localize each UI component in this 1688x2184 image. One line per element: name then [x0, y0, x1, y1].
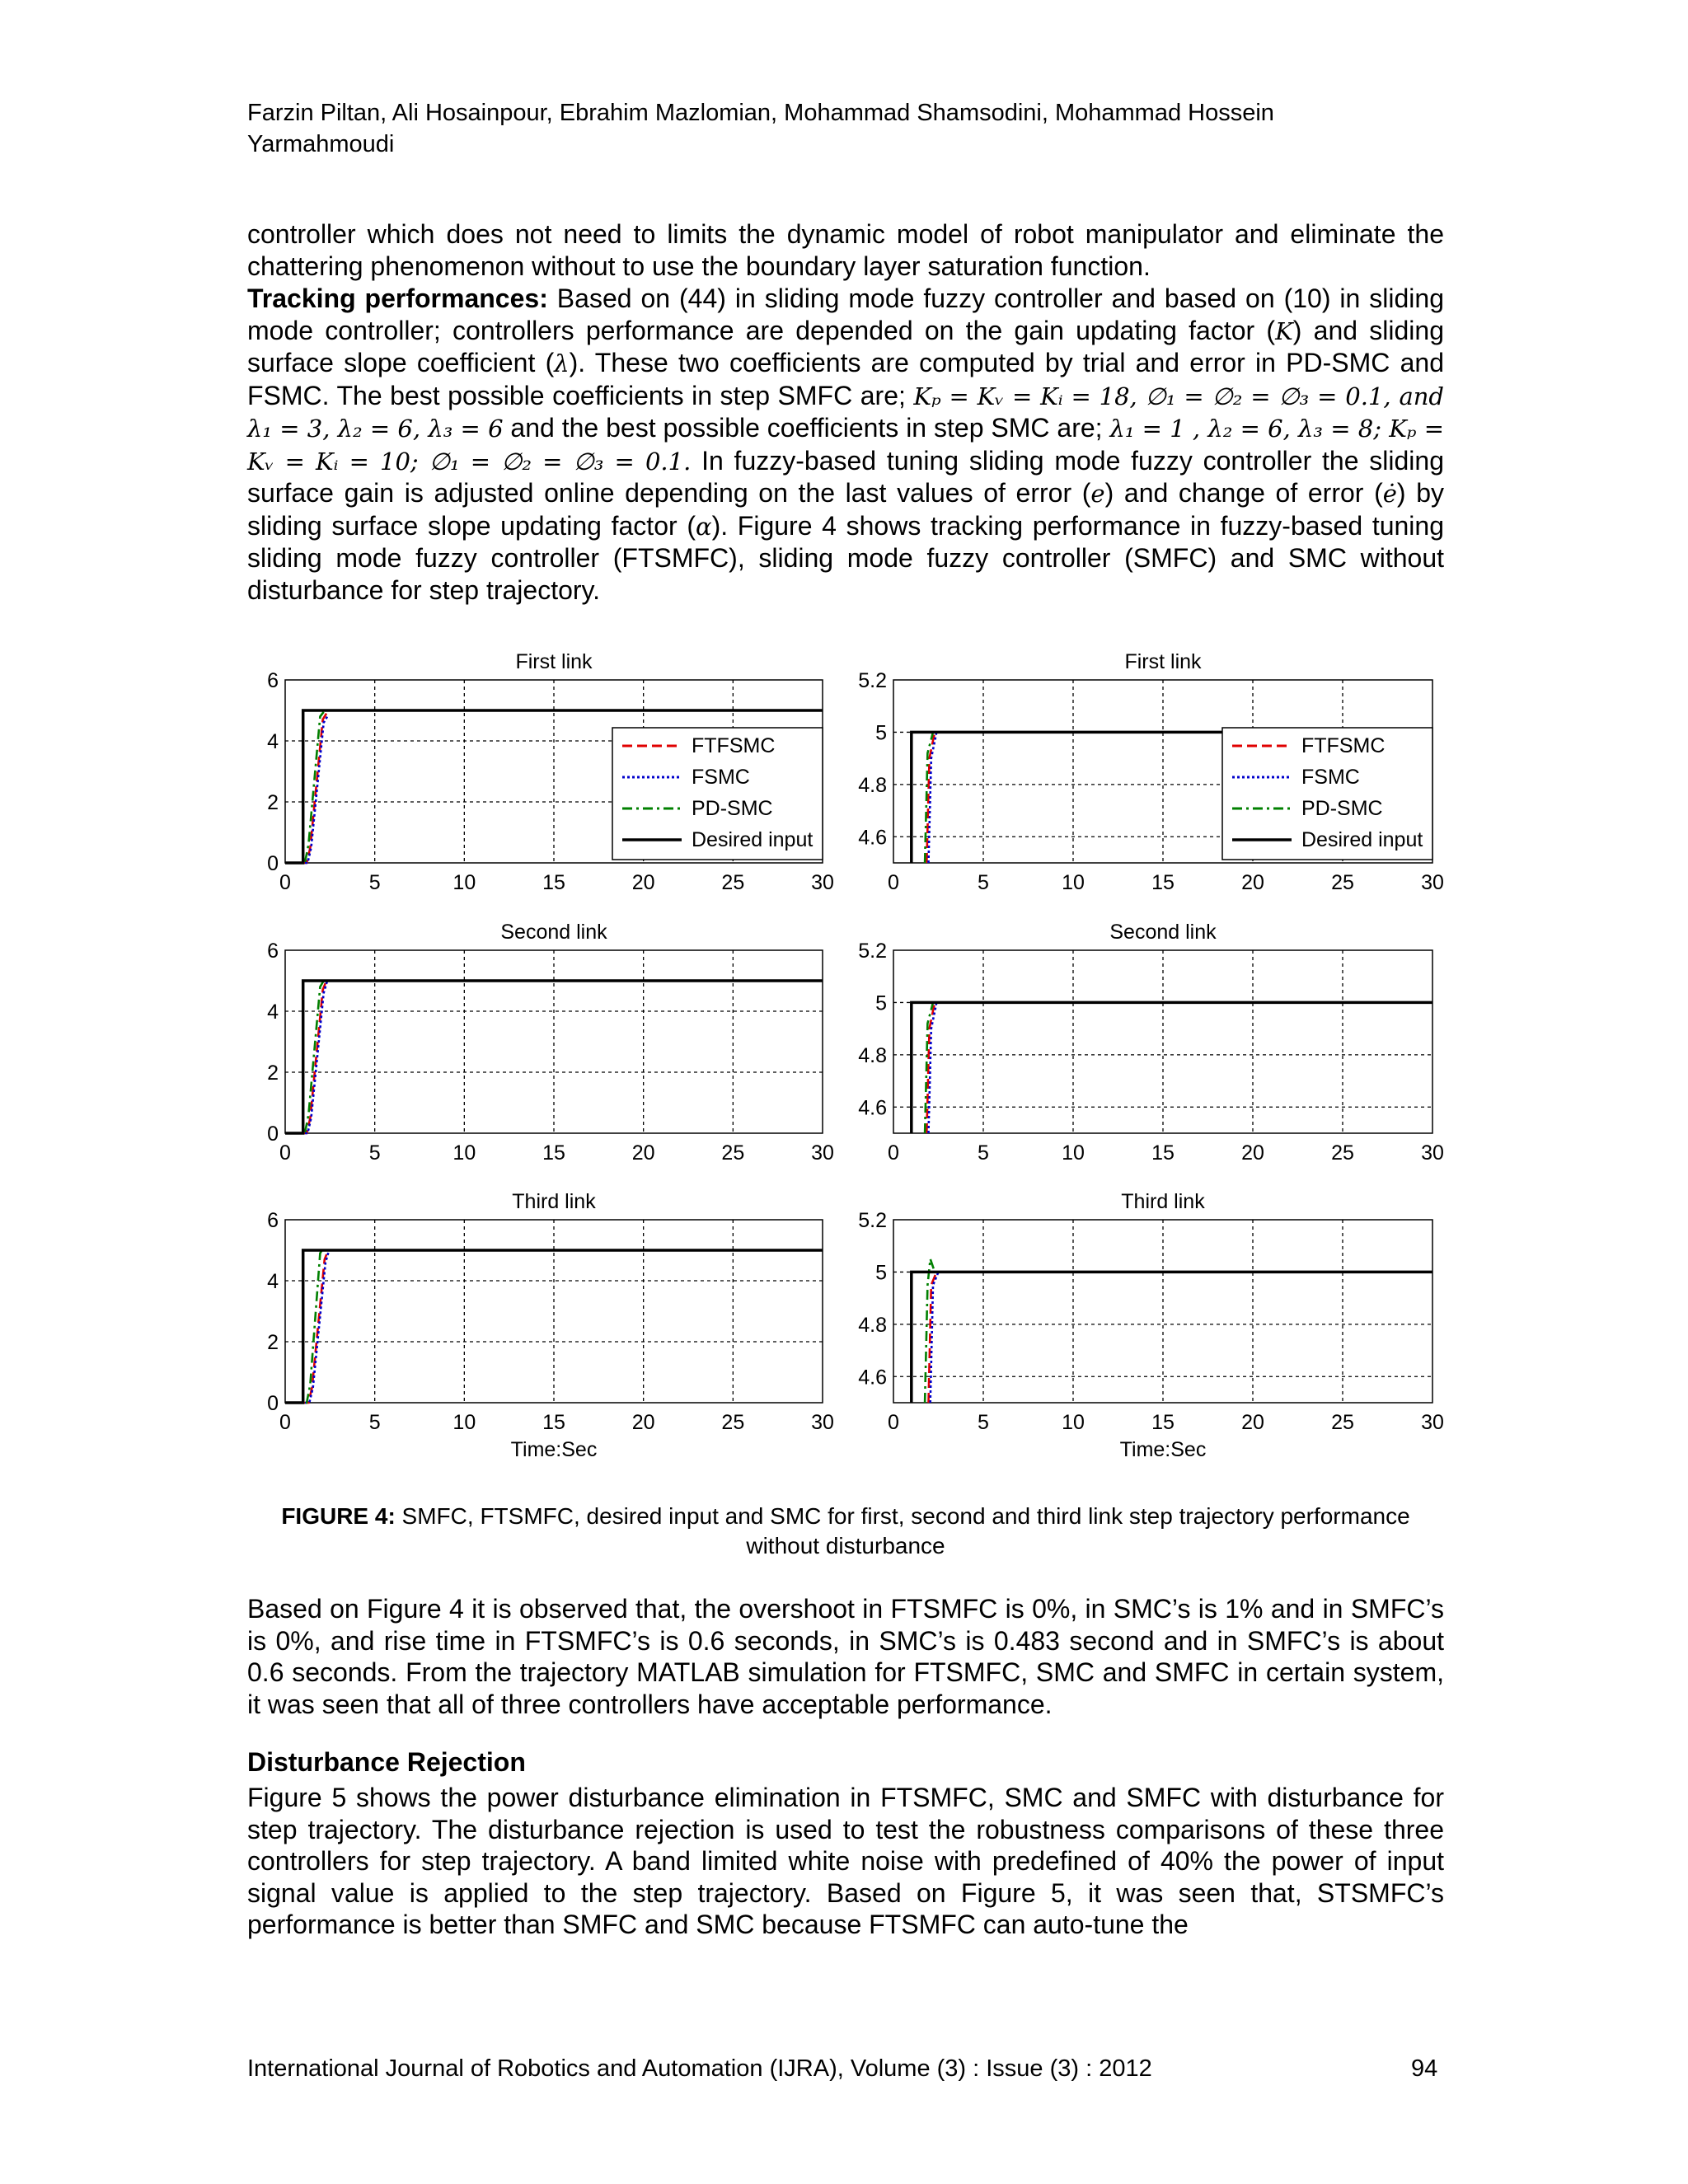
x-axis-label: Time:Sec	[510, 1438, 598, 1461]
y-tick-label: 5	[875, 991, 887, 1015]
x-tick-label: 20	[1241, 1411, 1264, 1434]
x-tick-label: 15	[542, 1411, 565, 1434]
x-tick-label: 25	[721, 871, 745, 894]
x-tick-label: 10	[452, 871, 476, 894]
tracking-text-b: ) and sliding surface slope coefficient (	[247, 315, 1445, 377]
x-tick-label: 30	[811, 1411, 834, 1434]
chart-panel-5	[267, 1190, 834, 1461]
y-tick-label: 0	[267, 1392, 279, 1415]
alpha-symbol: α	[695, 512, 712, 541]
x-tick-label: 20	[1241, 871, 1264, 894]
tracking-heading: Tracking performances:	[247, 284, 548, 313]
legend-label: FSMC	[692, 766, 750, 789]
y-tick-label: 5.2	[858, 1209, 887, 1232]
x-tick-label: 20	[631, 1141, 655, 1165]
legend-label: Desired input	[692, 828, 814, 851]
x-tick-label: 20	[1241, 1141, 1264, 1165]
chart-title: First link	[515, 650, 593, 673]
x-tick-label: 0	[888, 871, 899, 894]
x-tick-label: 5	[978, 871, 989, 894]
tracking-text-c: ). These two coefficients are computed by trial and error in PD-SMC and FSMC. The best possible coefficients in step SMFC are;	[247, 348, 1444, 410]
figure-caption	[247, 1502, 1444, 1561]
y-tick-label: 4.6	[858, 1366, 887, 1390]
x-tick-label: 0	[279, 871, 291, 894]
running-header	[247, 97, 1451, 160]
y-tick-label: 2	[267, 1331, 279, 1354]
legend-label: FTFSMC	[692, 734, 776, 757]
chart-panel-2	[858, 650, 1444, 894]
x-tick-label: 25	[1331, 871, 1354, 894]
tracking-text-g: ) by sliding surface slope updating factor (	[247, 478, 1445, 541]
legend-label: PD-SMC	[1301, 797, 1383, 820]
y-tick-label: 6	[267, 940, 279, 963]
x-tick-label: 5	[978, 1411, 989, 1434]
x-tick-label: 25	[721, 1411, 745, 1434]
y-tick-label: 0	[267, 1122, 279, 1146]
error-change-symbol: ė	[1382, 480, 1397, 508]
x-tick-label: 5	[978, 1141, 989, 1165]
error-symbol: e	[1090, 480, 1105, 508]
y-tick-label: 2	[267, 791, 279, 814]
y-tick-label: 4.6	[858, 826, 887, 850]
tracking-text-h: ). Figure 4 shows tracking performance in fuzzy-based tuning sliding mode fuzzy controller (FTSMFC), sliding mode fuzzy controller (SMFC) and SMC without disturbance for step trajectory.	[247, 510, 1445, 605]
y-tick-label: 5.2	[858, 669, 887, 692]
legend-label: FTFSMC	[1301, 734, 1386, 757]
legend	[612, 728, 823, 860]
gain-symbol: K	[1275, 316, 1293, 345]
chart-title: Second link	[1109, 921, 1217, 944]
x-tick-label: 30	[1421, 1411, 1444, 1434]
legend-label: PD-SMC	[692, 797, 773, 820]
chart-panel-3	[267, 921, 834, 1165]
caption-label: FIGURE 4:	[281, 1503, 396, 1529]
y-tick-label: 5	[875, 721, 887, 745]
chart-panel-6	[858, 1190, 1444, 1461]
y-tick-label: 5.2	[858, 940, 887, 963]
y-tick-label: 6	[267, 1209, 279, 1232]
chart-title: First link	[1124, 650, 1202, 673]
smc-coefficients: λ₁ = 1 , λ₂ = 6, λ₃ = 8; Kₚ = Kᵥ = Kᵢ = 10; ∅₁ = ∅₂ = ∅₃ = 0.1.	[247, 415, 1444, 476]
x-tick-label: 0	[888, 1141, 899, 1165]
tracking-text-a: Based on (44) in sliding mode fuzzy controller and based on (10) in sliding mode controller; controllers performance are depended on the gain updating factor (	[247, 284, 1445, 345]
y-tick-label: 0	[267, 852, 279, 875]
y-tick-label: 4.8	[858, 773, 887, 797]
x-tick-label: 15	[542, 871, 565, 894]
paragraph-tracking	[247, 283, 1444, 606]
y-tick-label: 4	[267, 730, 279, 753]
x-tick-label: 30	[811, 871, 834, 894]
y-tick-label: 4.6	[858, 1096, 887, 1120]
tracking-text-f: ) and change of error (	[1104, 478, 1383, 508]
legend-label: FSMC	[1301, 766, 1360, 789]
y-tick-label: 4.8	[858, 1043, 887, 1067]
paragraph-intro: controller which does not need to limits the dynamic model of robot manipulator and eliminate the chattering phenomenon without to use the boundary layer saturation function.	[247, 219, 1444, 281]
x-tick-label: 25	[721, 1141, 745, 1165]
x-axis-label: Time:Sec	[1119, 1438, 1207, 1461]
lambda-symbol: λ	[554, 349, 570, 377]
page-number: 94	[1411, 2055, 1438, 2082]
x-tick-label: 20	[631, 1411, 655, 1434]
x-tick-label: 15	[1151, 1141, 1175, 1165]
y-tick-label: 4.8	[858, 1313, 887, 1337]
x-tick-label: 25	[1331, 1411, 1354, 1434]
section-heading: Disturbance Rejection	[247, 1747, 526, 1777]
x-tick-label: 10	[452, 1411, 476, 1434]
header-authors-line2: Yarmahmoudi	[247, 131, 395, 157]
caption-text: SMFC, FTSMFC, desired input and SMC for first, second and third link step trajectory performance without disturbance	[395, 1503, 1410, 1558]
x-tick-label: 10	[452, 1141, 476, 1165]
tracking-text-d: and the best possible coefficients in step SMC are;	[503, 413, 1110, 443]
x-tick-label: 0	[279, 1411, 291, 1434]
x-tick-label: 5	[368, 1141, 381, 1165]
y-tick-label: 2	[267, 1062, 279, 1085]
y-tick-label: 6	[267, 669, 279, 692]
header-authors: Farzin Piltan, Ali Hosainpour, Ebrahim Mazlomian, Mohammad Shamsodini, Mohammad Hossein	[247, 100, 1274, 126]
figure-4-charts	[247, 635, 1451, 1475]
y-tick-label: 4	[267, 1001, 279, 1024]
x-tick-label: 30	[811, 1141, 834, 1165]
footer-journal: International Journal of Robotics and Automation (IJRA), Volume (3) : Issue (3) : 2012	[247, 2055, 1152, 2082]
x-tick-label: 30	[1421, 871, 1444, 894]
legend-label: Desired input	[1301, 828, 1423, 851]
tracking-text-e: In fuzzy-based tuning sliding mode fuzzy controller the sliding surface gain is adjusted online depending on the last values of error (	[247, 445, 1444, 508]
chart-panel-4	[858, 921, 1444, 1165]
legend	[1222, 728, 1432, 860]
paragraph-results: Based on Figure 4 it is observed that, the overshoot in FTSMFC is 0%, in SMC’s is 1% and in SMFC’s is 0%, and rise time in FTSMFC’s is 0.6 seconds, in SMC’s is 0.483 second and in SMFC’s is about 0.6 seconds. From the trajectory MATLAB simulation for FTSMFC, SMC and SMFC in certain system, it was seen that all of three controllers have acceptable performance.	[247, 1594, 1444, 1719]
x-tick-label: 25	[1331, 1141, 1354, 1165]
x-tick-label: 15	[542, 1141, 565, 1165]
x-tick-label: 0	[888, 1411, 899, 1434]
chart-title: Second link	[500, 921, 607, 944]
smfc-coefficients: Kₚ = Kᵥ = Kᵢ = 18, ∅₁ = ∅₂ = ∅₃ = 0.1, and λ₁ = 3, λ₂ = 6, λ₃ = 6	[247, 382, 1444, 443]
paragraph-disturbance: Figure 5 shows the power disturbance elimination in FTSMFC, SMC and SMFC with disturbance for step trajectory. The disturbance rejection is used to test the robustness comparisons of these three controllers for step trajectory. A band limited white noise with predefined of 40% the power of input signal value is applied to the step trajectory. Based on Figure 5, it was seen that, STSMFC’s performance is better than SMFC and SMC because FTSMFC can auto-tune the	[247, 1783, 1444, 1939]
y-tick-label: 5	[875, 1261, 887, 1285]
x-tick-label: 10	[1062, 871, 1085, 894]
x-tick-label: 15	[1151, 871, 1175, 894]
chart-title: Third link	[1121, 1190, 1205, 1213]
x-tick-label: 20	[631, 871, 655, 894]
y-tick-label: 4	[267, 1270, 279, 1293]
x-tick-label: 0	[279, 1141, 291, 1165]
x-tick-label: 30	[1421, 1141, 1444, 1165]
x-tick-label: 10	[1062, 1141, 1085, 1165]
x-tick-label: 15	[1151, 1411, 1175, 1434]
x-tick-label: 5	[368, 1411, 381, 1434]
chart-panel-1	[267, 650, 834, 894]
x-tick-label: 5	[368, 871, 381, 894]
x-tick-label: 10	[1062, 1411, 1085, 1434]
chart-title: Third link	[512, 1190, 596, 1213]
